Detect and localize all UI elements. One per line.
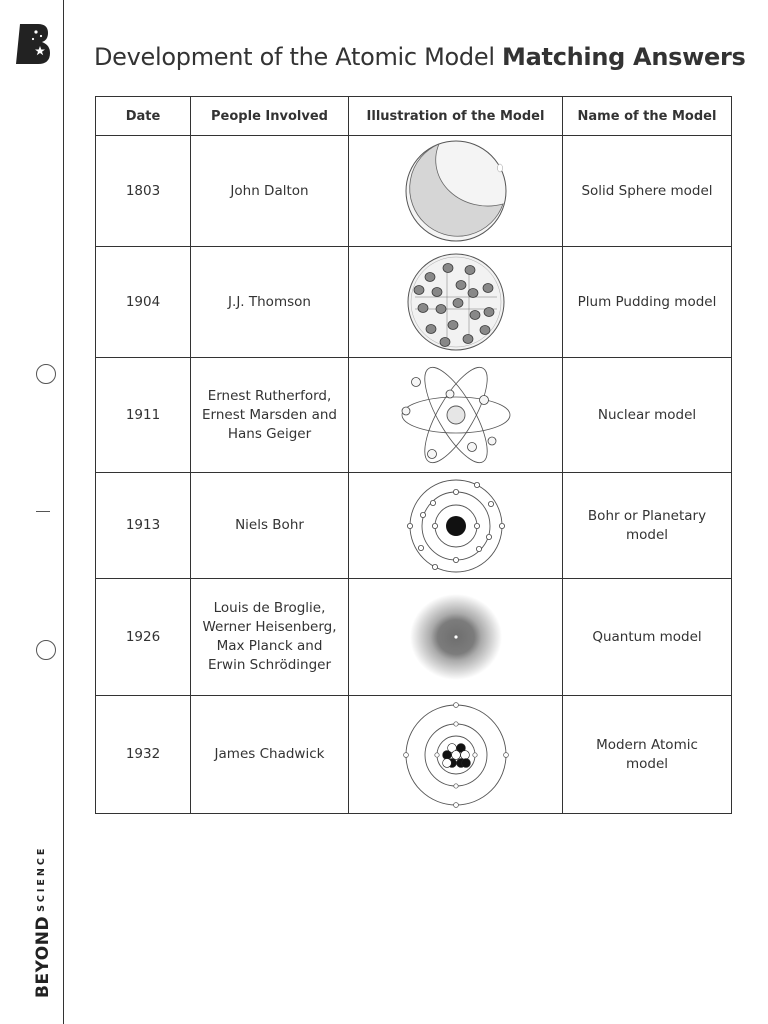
- people-cell: Niels Bohr: [191, 473, 349, 579]
- model-name-cell: Modern Atomic model: [563, 696, 732, 814]
- brand-wordmark: [33, 846, 53, 998]
- illustration-cell: [349, 473, 563, 579]
- punch-hole: [36, 364, 56, 384]
- table-row: [96, 136, 732, 247]
- solid-sphere-icon: [399, 138, 513, 244]
- table-row: [96, 358, 732, 473]
- table-row: [96, 473, 732, 579]
- illustration-cell: [349, 579, 563, 696]
- nuclear-atom-icon: [399, 362, 513, 468]
- title-bold: Matching Answers: [502, 43, 746, 71]
- fold-mark: [36, 511, 50, 512]
- table-row: [96, 579, 732, 696]
- model-name-cell: Plum Pudding model: [563, 247, 732, 358]
- sidebar: [0, 0, 64, 1024]
- illustration-cell: [349, 247, 563, 358]
- people-cell: Louis de Broglie, Werner Heisenberg, Max Planck and Erwin Schrödinger: [191, 579, 349, 696]
- model-name-cell: Bohr or Planetary model: [563, 473, 732, 579]
- model-name-cell: Quantum model: [563, 579, 732, 696]
- model-name-cell: Nuclear model: [563, 358, 732, 473]
- date-cell: 1926: [96, 579, 191, 696]
- date-cell: 1904: [96, 247, 191, 358]
- table-row: [96, 247, 732, 358]
- brand-word-beyond: BEYOND: [33, 915, 53, 998]
- people-cell: John Dalton: [191, 136, 349, 247]
- plum-pudding-icon: [403, 252, 509, 352]
- bohr-atom-icon: [404, 478, 508, 574]
- table-row: [96, 696, 732, 814]
- column-header-model-name: Name of the Model: [563, 97, 732, 136]
- illustration-cell: [349, 358, 563, 473]
- punch-hole: [36, 640, 56, 660]
- column-header-date: Date: [96, 97, 191, 136]
- table-header-row: [96, 97, 732, 136]
- people-cell: Ernest Rutherford, Ernest Marsden and Hans Geiger: [191, 358, 349, 473]
- beyond-b-logo-icon: [14, 22, 52, 66]
- modern-atom-icon: [400, 702, 512, 808]
- page-title: [94, 43, 745, 71]
- people-cell: J.J. Thomson: [191, 247, 349, 358]
- column-header-illustration: Illustration of the Model: [349, 97, 563, 136]
- illustration-cell: [349, 136, 563, 247]
- title-regular: Development of the Atomic Model: [94, 43, 495, 71]
- date-cell: 1911: [96, 358, 191, 473]
- model-name-cell: Solid Sphere model: [563, 136, 732, 247]
- date-cell: 1913: [96, 473, 191, 579]
- people-cell: James Chadwick: [191, 696, 349, 814]
- atomic-model-table: [95, 96, 732, 814]
- electron-cloud-icon: [408, 592, 504, 682]
- brand-word-science: SCIENCE: [36, 845, 47, 912]
- illustration-cell: [349, 696, 563, 814]
- date-cell: 1803: [96, 136, 191, 247]
- column-header-people: People Involved: [191, 97, 349, 136]
- date-cell: 1932: [96, 696, 191, 814]
